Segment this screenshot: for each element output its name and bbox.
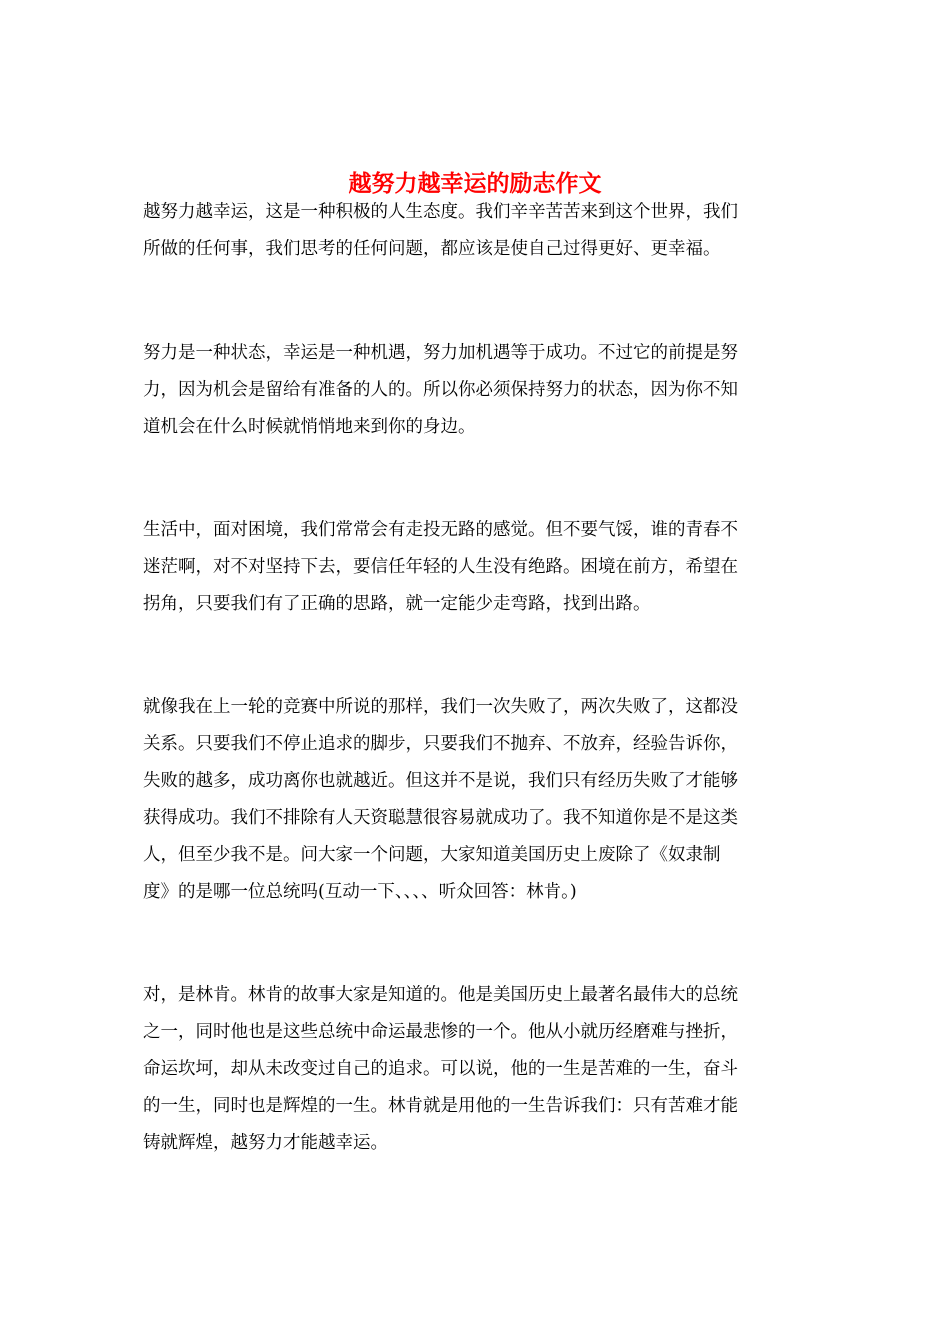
paragraph-line: 失败的越多，成功离你也就越近。但这并不是说，我们只有经历失败了才能够 <box>143 771 738 791</box>
paragraph-line: 人，但至少我不是。问大家一个问题，大家知道美国历史上废除了《奴隶制 <box>143 845 721 865</box>
paragraph-line: 度》的是哪一位总统吗(互动一下、、、、听众回答：林肯。) <box>143 882 577 902</box>
paragraph-line: 就像我在上一轮的竞赛中所说的那样，我们一次失败了，两次失败了，这都没 <box>143 697 738 717</box>
paragraph-line: 之一，同时他也是这些总统中命运最悲惨的一个。他从小就历经磨难与挫折， <box>143 1022 738 1042</box>
paragraph-line: 努力是一种状态，幸运是一种机遇，努力加机遇等于成功。不过它的前提是努 <box>143 343 738 363</box>
paragraph-5 <box>143 977 808 1162</box>
paragraph-line: 越努力越幸运，这是一种积极的人生态度。我们辛辛苦苦来到这个世界，我们 <box>143 202 738 222</box>
paragraph-1 <box>143 194 808 268</box>
paragraph-line: 命运坎坷，却从未改变过自己的追求。可以说，他的一生是苦难的一生，奋斗 <box>143 1059 738 1079</box>
paragraph-line: 生活中，面对困境，我们常常会有走投无路的感觉。但不要气馁，谁的青春不 <box>143 520 738 540</box>
paragraph-line: 铸就辉煌，越努力才能越幸运。 <box>143 1133 388 1153</box>
paragraph-4 <box>143 689 808 911</box>
paragraph-line: 道机会在什么时候就悄悄地来到你的身边。 <box>143 417 476 437</box>
paragraph-2 <box>143 335 808 446</box>
paragraph-line: 所做的任何事，我们思考的任何问题，都应该是使自己过得更好、更幸福。 <box>143 239 721 259</box>
paragraph-line: 拐角，只要我们有了正确的思路，就一定能少走弯路，找到出路。 <box>143 594 651 614</box>
document-title: 越努力越幸运的励志作文 <box>348 171 602 198</box>
paragraph-line: 的一生，同时也是辉煌的一生。林肯就是用他的一生告诉我们：只有苦难才能 <box>143 1096 738 1116</box>
paragraph-line: 对，是林肯。林肯的故事大家是知道的。他是美国历史上最著名最伟大的总统 <box>143 985 738 1005</box>
paragraph-line: 力，因为机会是留给有准备的人的。所以你必须保持努力的状态，因为你不知 <box>143 380 738 400</box>
paragraph-line: 关系。只要我们不停止追求的脚步，只要我们不抛弃、不放弃，经验告诉你， <box>143 734 738 754</box>
paragraph-3 <box>143 512 808 623</box>
paragraph-line: 迷茫啊，对不对坚持下去，要信任年轻的人生没有绝路。困境在前方，希望在 <box>143 557 738 577</box>
paragraph-line: 获得成功。我们不排除有人天资聪慧很容易就成功了。我不知道你是不是这类 <box>143 808 738 828</box>
